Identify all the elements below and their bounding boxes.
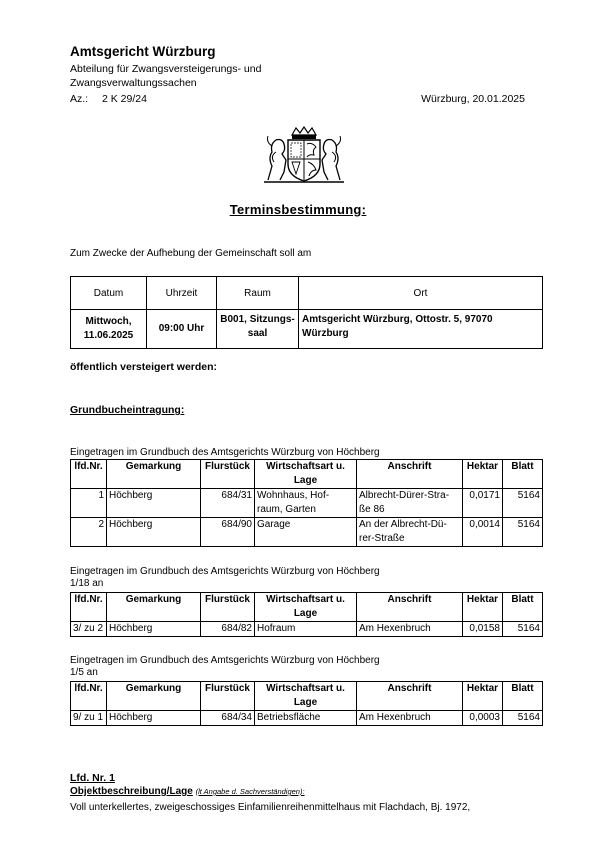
col-header-lfdnr: lfd.Nr. [71, 682, 107, 711]
cell-nr: 3/ zu 2 [71, 622, 107, 637]
lfd-nr-heading: Lfd. Nr. 1 [70, 772, 115, 784]
col-header-wirtschaftsart: Wirtschaftsart u. Lage [255, 460, 357, 489]
col-header-hektar: Hektar [463, 460, 503, 489]
table-header-row [71, 682, 543, 711]
uhrzeit-header: Uhrzeit [147, 277, 217, 310]
col-header-wirtschaftsart: Wirtschaftsart u. Lage [255, 682, 357, 711]
col-header-anschrift: Anschrift [357, 682, 463, 711]
intro-text: Zum Zwecke der Aufhebung der Gemeinschaft soll am [70, 248, 312, 259]
az-label: Az.: [70, 93, 89, 105]
datum-cell: Mittwoch, 11.06.2025 [71, 310, 147, 349]
objekt-note: (lt Angabe d. Sachverständigen): [195, 787, 305, 796]
cell-nr: 2 [71, 518, 107, 547]
table-row [71, 622, 543, 637]
cell-blatt: 5164 [503, 518, 543, 547]
cell-hektar: 0,0003 [463, 711, 503, 726]
cell-flurstueck: 684/34 [201, 711, 255, 726]
cell-hektar: 0,0158 [463, 622, 503, 637]
cell-gemarkung: Höchberg [107, 711, 201, 726]
col-header-gemarkung: Gemarkung [107, 593, 201, 622]
auction-statement: öffentlich versteigert werden: [70, 361, 218, 373]
objekt-label: Objektbeschreibung/Lage [70, 786, 193, 797]
col-header-gemarkung: Gemarkung [107, 682, 201, 711]
cell-anschrift: An der Albrecht-Dü-rer-Straße [357, 518, 463, 547]
court-name: Amtsgericht Würzburg [70, 44, 216, 59]
ort-cell: Amtsgericht Würzburg, Ottostr. 5, 97070 Würzburg [299, 310, 543, 349]
cell-wirtschaftsart: Wohnhaus, Hof-raum, Garten [255, 489, 357, 518]
table-row [71, 489, 543, 518]
cell-flurstueck: 684/31 [201, 489, 255, 518]
cell-nr: 9/ zu 1 [71, 711, 107, 726]
cell-hektar: 0,0171 [463, 489, 503, 518]
table-header-row [71, 593, 543, 622]
grundbuch-intro: Eingetragen im Grundbuch des Amtsgerichts Würzburg von Höchberg 1/5 an [70, 655, 380, 678]
cell-anschrift: Am Hexenbruch [357, 622, 463, 637]
objekt-description: Voll unterkellertes, zweigeschossiges Einfamilienreihenmittelhaus mit Flachdach, Bj. 1972, [70, 802, 471, 813]
uhrzeit-cell: 09:00 Uhr [147, 310, 217, 349]
document-title: Terminsbestimmung: [229, 202, 367, 217]
grundbuch-intro: Eingetragen im Grundbuch des Amtsgerichts Würzburg von Höchberg [70, 447, 380, 458]
cell-wirtschaftsart: Hofraum [255, 622, 357, 637]
col-header-blatt: Blatt [503, 682, 543, 711]
col-header-hektar: Hektar [463, 682, 503, 711]
raum-cell: B001, Sitzungs-saal [217, 310, 299, 349]
cell-gemarkung: Höchberg [107, 489, 201, 518]
cell-blatt: 5164 [503, 711, 543, 726]
cell-hektar: 0,0014 [463, 518, 503, 547]
col-header-anschrift: Anschrift [357, 593, 463, 622]
col-header-wirtschaftsart: Wirtschaftsart u. Lage [255, 593, 357, 622]
place-date: Würzburg, 20.01.2025 [421, 93, 525, 105]
col-header-gemarkung: Gemarkung [107, 460, 201, 489]
grundbuch-heading: Grundbucheintragung: [70, 404, 185, 416]
col-header-flurstueck: Flurstück [201, 593, 255, 622]
cell-gemarkung: Höchberg [107, 518, 201, 547]
col-header-hektar: Hektar [463, 593, 503, 622]
cell-blatt: 5164 [503, 622, 543, 637]
grundbuch-table [70, 592, 543, 637]
cell-wirtschaftsart: Betriebsfläche [255, 711, 357, 726]
col-header-flurstueck: Flurstück [201, 460, 255, 489]
table-header-row [71, 460, 543, 489]
appointment-header-row [71, 277, 543, 310]
grundbuch-table [70, 459, 543, 547]
col-header-lfdnr: lfd.Nr. [71, 460, 107, 489]
share-text: 1/5 an [70, 667, 98, 678]
cell-nr: 1 [71, 489, 107, 518]
az-value: 2 K 29/24 [102, 93, 147, 105]
col-header-flurstueck: Flurstück [201, 682, 255, 711]
appointment-table [70, 276, 543, 349]
datum-header: Datum [71, 277, 147, 310]
grundbuch-intro: Eingetragen im Grundbuch des Amtsgerichts Würzburg von Höchberg 1/18 an [70, 566, 380, 589]
coat-of-arms-icon [262, 126, 346, 184]
appointment-row [71, 310, 543, 349]
department-name: Abteilung für Zwangsversteigerungs- und Zwangsverwaltungssachen [70, 63, 262, 89]
col-header-anschrift: Anschrift [357, 460, 463, 489]
cell-flurstueck: 684/90 [201, 518, 255, 547]
raum-header: Raum [217, 277, 299, 310]
cell-anschrift: Albrecht-Dürer-Stra-ße 86 [357, 489, 463, 518]
cell-anschrift: Am Hexenbruch [357, 711, 463, 726]
table-row [71, 711, 543, 726]
objekt-line [70, 786, 305, 797]
table-row [71, 518, 543, 547]
cell-wirtschaftsart: Garage [255, 518, 357, 547]
share-text: 1/18 an [70, 578, 104, 589]
col-header-lfdnr: lfd.Nr. [71, 593, 107, 622]
col-header-blatt: Blatt [503, 460, 543, 489]
cell-gemarkung: Höchberg [107, 622, 201, 637]
cell-flurstueck: 684/82 [201, 622, 255, 637]
cell-blatt: 5164 [503, 489, 543, 518]
ort-header: Ort [299, 277, 543, 310]
grundbuch-table [70, 681, 543, 726]
col-header-blatt: Blatt [503, 593, 543, 622]
